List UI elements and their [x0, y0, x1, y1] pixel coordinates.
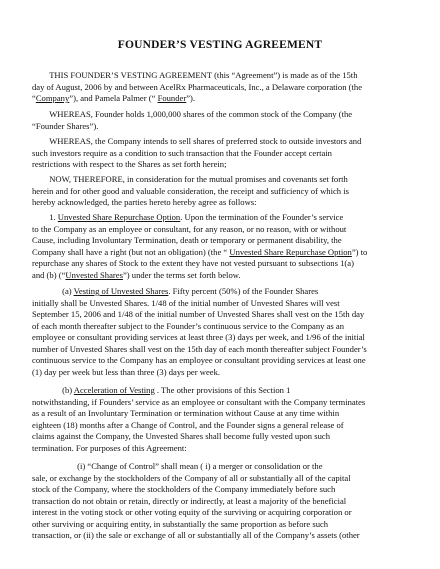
text-line: WHEREAS, the Company intends to sell shares of preferred stock to outside investors and: [49, 136, 362, 146]
text-line: transaction do not obtain or retain, directly or indirectly, at least a majority of the beneficial: [32, 495, 347, 506]
text-line: to the Company as an employee or consultant, for any reason, or no reason, with or without: [32, 223, 347, 234]
text-line: termination. For purposes of this Agreement:: [32, 442, 187, 453]
text-line: 1. Unvested Share Repurchase Option. Upon the termination of the Founder’s service: [49, 212, 344, 222]
document-title: FOUNDER’S VESTING AGREEMENT: [117, 39, 323, 51]
text-line: transaction, or (ii) the sale or exchange of all or substantially all of the Company’s assets (other: [32, 530, 360, 540]
text-line: and (b) (“Unvested Shares”) under the terms set forth below.: [32, 269, 241, 280]
defined-term: Acceleration of Vesting: [73, 385, 155, 395]
text-line: NOW, THEREFORE, in consideration for the mutual promises and covenants set forth: [49, 174, 348, 184]
text-line: initially shall be Unvested Shares. 1/48 of the initial number of Unvested Shares will vest: [32, 297, 340, 308]
section-1a-vesting-of-unvested-shares: [32, 286, 420, 378]
text-line: Cause, including Involuntary Termination, death or temporary or permanent disability, the: [32, 235, 342, 245]
text-line: stock of the Company, where the stockholders of the Company immediately before such: [32, 484, 336, 494]
section-1-unvested-share-repurchase-option: [32, 212, 420, 281]
text-line: restrictions with respect to the Shares as set forth herein;: [32, 159, 227, 169]
text-line: such investors require as a condition to such transaction that the Founder accept certain: [32, 147, 332, 158]
defined-term: Unvested Shares: [65, 269, 123, 280]
section-1b-i-change-of-control: [32, 461, 420, 542]
text-line: number of Unvested Shares shall vest on the 15th day of each month thereafter subject Founder’s: [32, 343, 367, 354]
text-line: as a result of an Involuntary Termination or termination without Cause at any time within: [32, 408, 340, 418]
now-therefore-paragraph: [32, 174, 420, 209]
text-line: interest in the voting stock or other voting equity of the surviving or acquiring corporation or: [32, 507, 352, 517]
text-line: Company shall have a right (but not an obligation) (the “ Unvested Share Repurchase Option”) to: [32, 246, 368, 257]
text-line: hereby acknowledged, the parties hereto hereby agree as follows:: [32, 197, 257, 207]
text-line: notwithstanding, if Founders’ service as an employee or consultant with the Company terminates: [32, 396, 366, 407]
text-line: other surviving or acquiring entity, in substantially the same proportion as before such: [32, 518, 329, 529]
defined-term: Unvested Share Repurchase Option: [57, 212, 181, 222]
defined-term: Company: [35, 93, 70, 103]
text-line: (b) Acceleration of Vesting . The other provisions of this Section 1: [62, 385, 291, 395]
text-line: continuous service to the Company has an employee or consultant providing services at least one: [32, 355, 366, 365]
text-line: THIS FOUNDER’S VESTING AGREEMENT (this “Agreement”) is made as of the 15th: [49, 70, 358, 80]
defined-term: Founder: [157, 93, 187, 103]
text-line: “Founder Shares”).: [32, 120, 99, 131]
text-line: herein and for other good and valuable consideration, the receipt and sufficiency of which is: [32, 185, 349, 196]
text-line: September 15, 2006 and 1/48 of the initial number of Unvested Shares shall vest on the 15th day: [32, 309, 365, 319]
defined-term: Vesting of Unvested Shares: [73, 286, 169, 296]
text-line: employee or consultant providing services at least three (3) days per week, and 1/96 of the initial: [32, 332, 365, 342]
text-line: “Company”), and Pamela Palmer (“ Founder”).: [32, 93, 196, 103]
text-line: (1) day per week but less than three (3) days per week.: [32, 366, 221, 377]
section-1b-acceleration-of-vesting: [32, 385, 420, 454]
intro-paragraph: [32, 70, 420, 105]
text-line: repurchase any shares of Stock to the extent they have not vested pursuant to subsections 1(a): [32, 258, 354, 268]
text-line: (i) “Change of Control” shall mean ( i) a merger or consolidation or the: [77, 461, 323, 471]
whereas-paragraph-2: [32, 136, 420, 171]
text-line: claims against the Company, the Unvested Shares shall become fully vested upon such: [32, 431, 331, 441]
defined-term: Unvested Share Repurchase Option: [229, 246, 352, 257]
text-line: sale, or exchange by the stockholders of the Company of all or substantially all of the capital: [32, 472, 351, 483]
whereas-paragraph-1: [32, 109, 420, 132]
text-line: of each month thereafter subject to the Founder’s continuous service to the Company as an: [32, 320, 344, 331]
text-line: eighteen (18) months after a Change of Control, and the Founder signs a general release of: [32, 419, 344, 430]
text-line: WHEREAS, Founder holds 1,000,000 shares of the common stock of the Company (the: [49, 109, 353, 119]
text-line: day of August, 2006 by and between AcelRx Pharmaceuticals, Inc., a Delaware corporation (the: [32, 81, 363, 92]
text-line: (a) Vesting of Unvested Shares. Fifty percent (50%) of the Founder Shares: [62, 286, 319, 296]
